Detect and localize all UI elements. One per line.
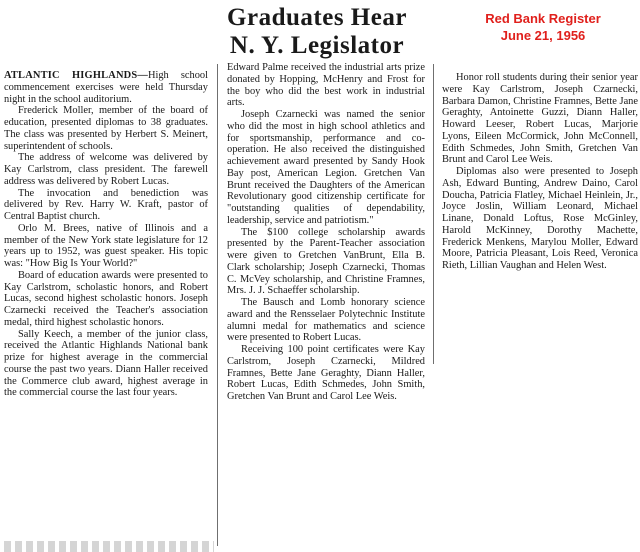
column-divider [433,64,434,364]
paragraph: The invocation and benediction was delivered by Rev. Harry W. Kraft, pastor of Central Baptist church. [4,187,208,222]
paragraph: The address of welcome was delivered by Kay Carlstrom, class president. The farewell address was delivered by Robert Lucas. [4,152,208,187]
headline-line-2: N. Y. Legislator [229,32,405,59]
paragraph: Frederick Moller, member of the board of education, presented diplomas to 38 graduates. The class was presented by Herbert S. Meinert, superintendent of schools. [4,105,208,152]
paragraph: Diplomas also were presented to Joseph Ash, Edward Bunting, Andrew Daino, Carol Doucha, Patricia Flatley, Michael Heinlein, Jr., Joyce Joslin, William Leonard, Michael Linane, Donald Loftus, Rose McGinley, Harold McKinney, Dorothy Machette, Frederick Menkens, Marylou Moller, Edward Moore, Patricia Pleasant, Lois Reed, Veronica Rieth, Lillian Vaughan and Helen West. [442,166,638,271]
paragraph: Sally Keech, a member of the junior class, received the Atlantic Highlands National bank prize for highest average in the commercial course the past two years. Diann Haller received the Commerce club award, highest average in the commercial course the last four years. [4,328,208,399]
paragraph: Edward Palme received the industrial arts prize donated by Hopping, McHenry and Frost for the boy who did the best work in industrial arts. [227,62,425,109]
paragraph: Honor roll students during their senior year were Kay Carlstrom, Joseph Czarnecki, Barbara Damon, Christine Framnes, Bette Jane Geraghty, Antoinette Guzzi, Diann Haller, Howard Leeser, Robert Lucas, Marjorie Lyons, Eileen McCormick, John McConnell, Edith Schmedes, John Smith, Gretchen Van Brunt and Carol Lee Weis. [442,72,638,166]
article-headline [212,4,422,60]
article-column-1 [4,70,208,399]
paragraph: Joseph Czarnecki was named the senior who did the most in high school athletics and for sportsmanship, performance and co-operation. He also received the distinguished achievement award presented by Sandy Hook Bay post, American Legion. Gretchen Van Brunt received the Daughters of the American Revolutionary good citizenship certificate for "outstanding qualities of dependability, leadership, service and patriotism." [227,109,425,226]
paragraph: The $100 college scholarship awards presented by the Parent-Teacher association were given to Gretchen VanBrunt, Ella B. Clark scholarship; Joseph Czarnecki, Thomas C. McVey scholarship, and Christine Framnes, Mrs. J. J. Schaeffer scholarship. [227,226,425,297]
source-date: June 21, 1956 [500,28,586,43]
paragraph-text: High school commencement exercises were held Thursday night in the school auditorium. [4,70,208,105]
clipping-cut-edge [4,541,214,552]
column-divider [217,64,218,546]
paragraph: Orlo M. Brees, native of Illinois and a member of the New York state legislature for 12 years up to 1952, was guest speaker. His topic was: "How Big Is Your World?" [4,222,208,269]
headline-line-1: Graduates Hear [227,4,407,31]
paragraph: The Bausch and Lomb honorary science award and the Rensselaer Polytechnic Institute alumni medal for mathematics and science were presented to Robert Lucas. [227,297,425,344]
paragraph [4,70,208,105]
source-paper-name: Red Bank Register [485,11,601,26]
source-annotation [468,10,618,44]
article-column-3 [442,72,638,272]
paragraph: Board of education awards were presented to Kay Carlstrom, scholastic honors, and Robert Lucas, second highest scholastic honors. Joseph Czarnecki received the Teacher's association medal, third highest scholastic honors. [4,269,208,328]
paragraph: Receiving 100 point certificates were Kay Carlstrom, Joseph Czarnecki, Mildred Framnes, Bette Jane Geraghty, Diann Haller, Robert Lucas, Edith Schmedes, John Smith, Gretchen Van Brunt and Carol Lee Weis. [227,344,425,402]
article-column-2 [227,62,425,403]
dateline: ATLANTIC HIGHLANDS— [4,70,148,81]
